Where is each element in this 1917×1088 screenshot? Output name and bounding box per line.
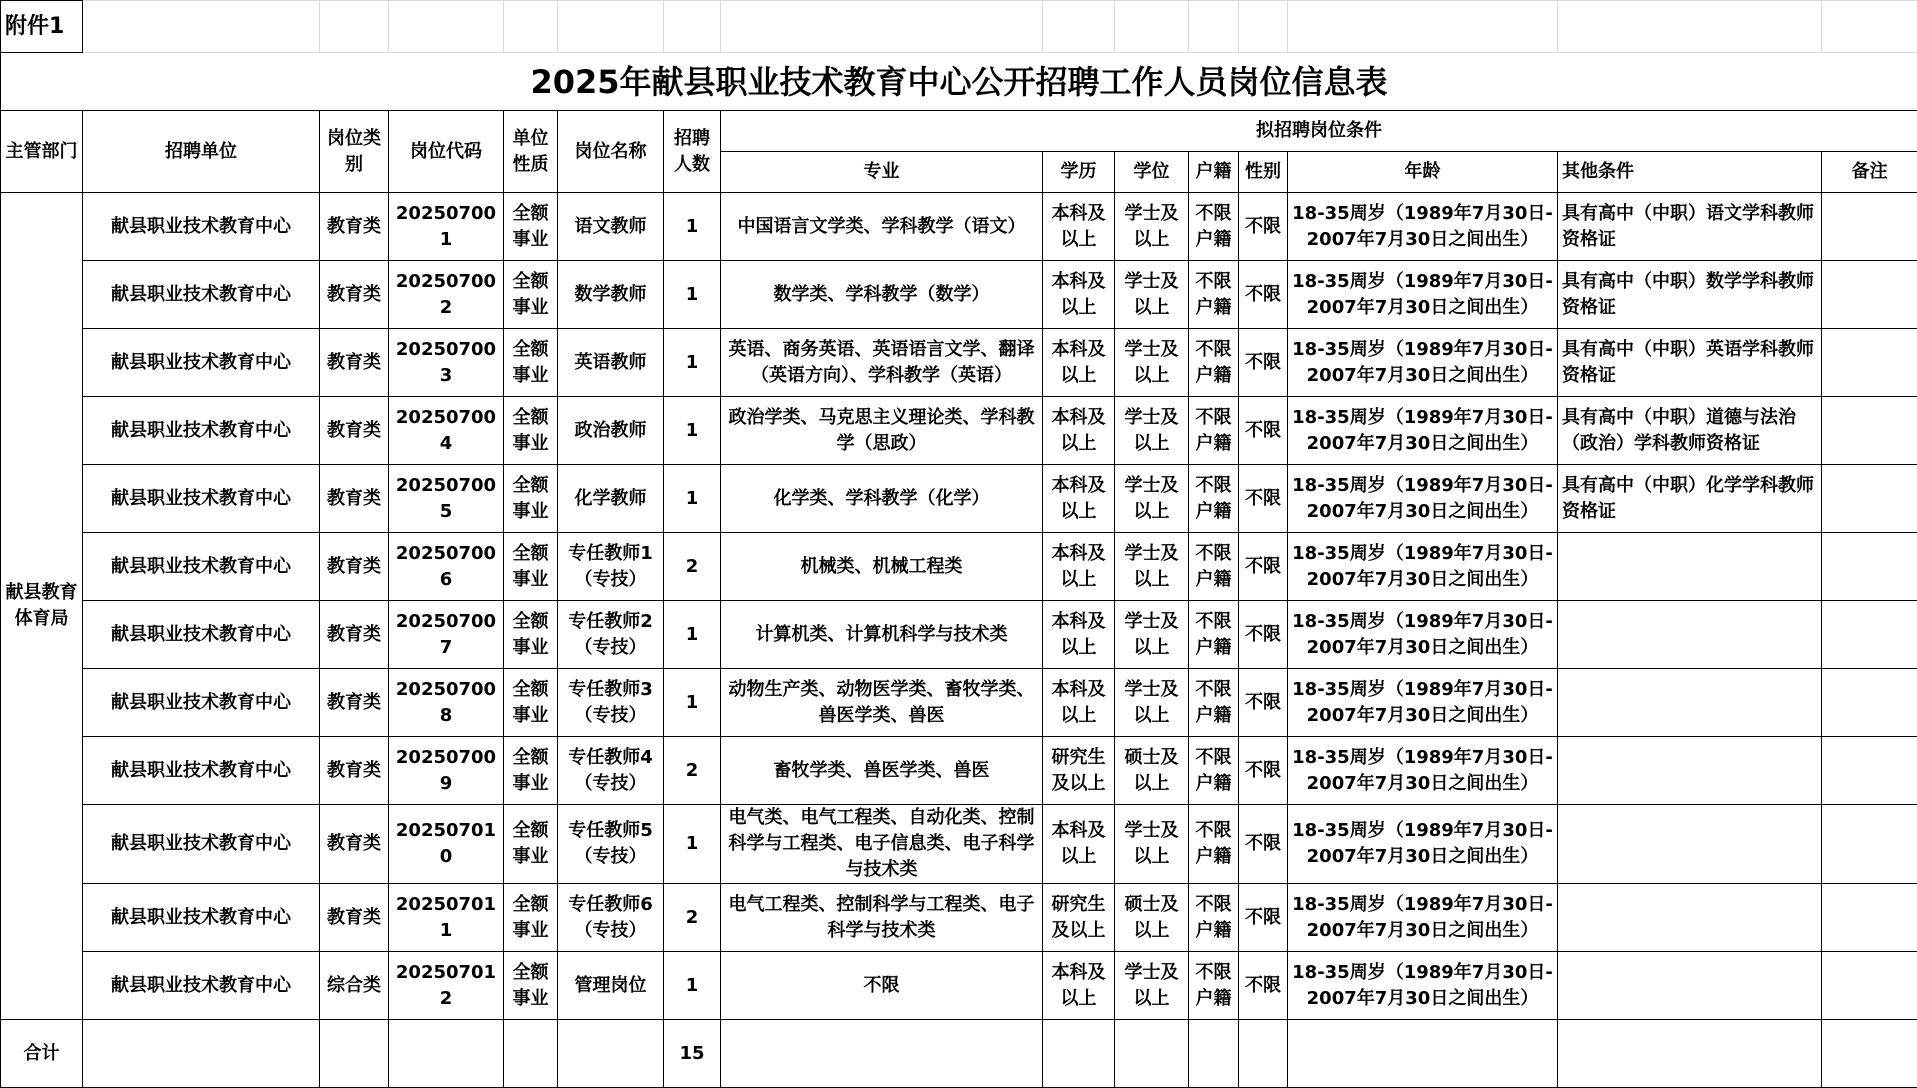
cell-education: 本科及以上 bbox=[1043, 193, 1115, 261]
cell-count: 1 bbox=[664, 397, 721, 465]
cell-other bbox=[1558, 884, 1822, 952]
cell-other bbox=[1558, 533, 1822, 601]
cell-major: 畜牧学类、兽医学类、兽医 bbox=[721, 737, 1043, 805]
cell-position: 专任教师6（专技） bbox=[558, 884, 664, 952]
cell-code: 202507006 bbox=[389, 533, 504, 601]
cell-remark bbox=[1822, 261, 1917, 329]
cell-education: 研究生及以上 bbox=[1043, 737, 1115, 805]
cell-nature: 全额事业 bbox=[504, 193, 558, 261]
cell-count: 2 bbox=[664, 884, 721, 952]
cell-code: 202507010 bbox=[389, 805, 504, 884]
total-empty-cell bbox=[1239, 1020, 1288, 1088]
cell-degree: 学士及以上 bbox=[1115, 193, 1189, 261]
header-row-1 bbox=[1, 111, 1917, 152]
header-age: 年龄 bbox=[1288, 152, 1558, 193]
cell-code: 202507012 bbox=[389, 952, 504, 1020]
cell-remark bbox=[1822, 601, 1917, 669]
cell-education: 本科及以上 bbox=[1043, 465, 1115, 533]
header-position: 岗位名称 bbox=[558, 111, 664, 193]
table-row bbox=[1, 329, 1917, 397]
cell-nature: 全额事业 bbox=[504, 261, 558, 329]
total-empty-cell bbox=[1288, 1020, 1558, 1088]
cell-hukou: 不限户籍 bbox=[1189, 669, 1239, 737]
cell-gender: 不限 bbox=[1239, 397, 1288, 465]
total-empty-cell bbox=[1043, 1020, 1115, 1088]
cell-position: 化学教师 bbox=[558, 465, 664, 533]
cell-unit: 献县职业技术教育中心 bbox=[83, 329, 320, 397]
cell-category: 教育类 bbox=[320, 737, 389, 805]
cell-major: 英语、商务英语、英语语言文学、翻译（英语方向）、学科教学（英语） bbox=[721, 329, 1043, 397]
cell-age: 18-35周岁（1989年7月30日-2007年7月30日之间出生） bbox=[1288, 397, 1558, 465]
total-empty-cell bbox=[558, 1020, 664, 1088]
header-education: 学历 bbox=[1043, 152, 1115, 193]
cell-position: 专任教师3（专技） bbox=[558, 669, 664, 737]
table-row bbox=[1, 884, 1917, 952]
cell-degree: 学士及以上 bbox=[1115, 465, 1189, 533]
cell-age: 18-35周岁（1989年7月30日-2007年7月30日之间出生） bbox=[1288, 329, 1558, 397]
cell-age: 18-35周岁（1989年7月30日-2007年7月30日之间出生） bbox=[1288, 261, 1558, 329]
cell-remark bbox=[1822, 952, 1917, 1020]
header-category: 岗位类别 bbox=[320, 111, 389, 193]
header-hukou: 户籍 bbox=[1189, 152, 1239, 193]
cell-category: 教育类 bbox=[320, 329, 389, 397]
cell-education: 本科及以上 bbox=[1043, 261, 1115, 329]
cell-remark bbox=[1822, 737, 1917, 805]
cell-major: 电气类、电气工程类、自动化类、控制科学与工程类、电子信息类、电子科学与技术类 bbox=[721, 805, 1043, 884]
cell-hukou: 不限户籍 bbox=[1189, 952, 1239, 1020]
table-row bbox=[1, 737, 1917, 805]
cell-position: 语文教师 bbox=[558, 193, 664, 261]
attachment-row bbox=[1, 1, 1917, 53]
cell-degree: 学士及以上 bbox=[1115, 952, 1189, 1020]
cell-age: 18-35周岁（1989年7月30日-2007年7月30日之间出生） bbox=[1288, 465, 1558, 533]
attachment-label: 附件1 bbox=[1, 1, 83, 53]
cell-education: 研究生及以上 bbox=[1043, 884, 1115, 952]
cell-unit: 献县职业技术教育中心 bbox=[83, 601, 320, 669]
cell-hukou: 不限户籍 bbox=[1189, 261, 1239, 329]
total-empty-cell bbox=[721, 1020, 1043, 1088]
cell-other: 具有高中（中职）语文学科教师资格证 bbox=[1558, 193, 1822, 261]
cell-degree: 学士及以上 bbox=[1115, 533, 1189, 601]
cell-unit: 献县职业技术教育中心 bbox=[83, 884, 320, 952]
cell-count: 1 bbox=[664, 465, 721, 533]
cell-hukou: 不限户籍 bbox=[1189, 737, 1239, 805]
cell-education: 本科及以上 bbox=[1043, 601, 1115, 669]
cell-hukou: 不限户籍 bbox=[1189, 601, 1239, 669]
cell-degree: 硕士及以上 bbox=[1115, 737, 1189, 805]
cell-unit: 献县职业技术教育中心 bbox=[83, 805, 320, 884]
cell-remark bbox=[1822, 193, 1917, 261]
table-row bbox=[1, 397, 1917, 465]
cell-nature: 全额事业 bbox=[504, 805, 558, 884]
cell-position: 政治教师 bbox=[558, 397, 664, 465]
header-nature: 单位性质 bbox=[504, 111, 558, 193]
total-empty-cell bbox=[1189, 1020, 1239, 1088]
table-row bbox=[1, 261, 1917, 329]
cell-gender: 不限 bbox=[1239, 533, 1288, 601]
table-row bbox=[1, 669, 1917, 737]
cell-gender: 不限 bbox=[1239, 737, 1288, 805]
header-major: 专业 bbox=[721, 152, 1043, 193]
cell-count: 1 bbox=[664, 193, 721, 261]
cell-unit: 献县职业技术教育中心 bbox=[83, 193, 320, 261]
cell-count: 2 bbox=[664, 533, 721, 601]
cell-unit: 献县职业技术教育中心 bbox=[83, 397, 320, 465]
cell-count: 2 bbox=[664, 737, 721, 805]
cell-remark bbox=[1822, 884, 1917, 952]
cell-category: 教育类 bbox=[320, 805, 389, 884]
cell-category: 教育类 bbox=[320, 465, 389, 533]
cell-position: 专任教师1（专技） bbox=[558, 533, 664, 601]
total-empty-cell bbox=[1558, 1020, 1822, 1088]
cell-remark bbox=[1822, 669, 1917, 737]
cell-remark bbox=[1822, 533, 1917, 601]
dept-cell: 献县教育体育局 bbox=[1, 193, 83, 1020]
cell-degree: 学士及以上 bbox=[1115, 329, 1189, 397]
cell-education: 本科及以上 bbox=[1043, 805, 1115, 884]
cell-major: 电气工程类、控制科学与工程类、电子科学与技术类 bbox=[721, 884, 1043, 952]
cell-major: 数学类、学科教学（数学） bbox=[721, 261, 1043, 329]
header-unit: 招聘单位 bbox=[83, 111, 320, 193]
cell-gender: 不限 bbox=[1239, 884, 1288, 952]
cell-unit: 献县职业技术教育中心 bbox=[83, 952, 320, 1020]
cell-other: 具有高中（中职）道德与法治（政治）学科教师资格证 bbox=[1558, 397, 1822, 465]
cell-major: 中国语言文学类、学科教学（语文） bbox=[721, 193, 1043, 261]
cell-category: 教育类 bbox=[320, 193, 389, 261]
cell-category: 教育类 bbox=[320, 601, 389, 669]
cell-code: 202507005 bbox=[389, 465, 504, 533]
cell-unit: 献县职业技术教育中心 bbox=[83, 737, 320, 805]
cell-education: 本科及以上 bbox=[1043, 533, 1115, 601]
cell-count: 1 bbox=[664, 329, 721, 397]
cell-nature: 全额事业 bbox=[504, 952, 558, 1020]
cell-education: 本科及以上 bbox=[1043, 397, 1115, 465]
table-row bbox=[1, 465, 1917, 533]
cell-count: 1 bbox=[664, 805, 721, 884]
cell-hukou: 不限户籍 bbox=[1189, 805, 1239, 884]
cell-code: 202507011 bbox=[389, 884, 504, 952]
cell-major: 不限 bbox=[721, 952, 1043, 1020]
cell-code: 202507001 bbox=[389, 193, 504, 261]
cell-remark bbox=[1822, 397, 1917, 465]
cell-major: 政治学类、马克思主义理论类、学科教学（思政） bbox=[721, 397, 1043, 465]
cell-hukou: 不限户籍 bbox=[1189, 533, 1239, 601]
cell-gender: 不限 bbox=[1239, 805, 1288, 884]
cell-gender: 不限 bbox=[1239, 329, 1288, 397]
total-row bbox=[1, 1020, 1917, 1088]
cell-code: 202507008 bbox=[389, 669, 504, 737]
cell-nature: 全额事业 bbox=[504, 737, 558, 805]
cell-degree: 学士及以上 bbox=[1115, 669, 1189, 737]
header-dept: 主管部门 bbox=[1, 111, 83, 193]
cell-major: 化学类、学科教学（化学） bbox=[721, 465, 1043, 533]
cell-count: 1 bbox=[664, 952, 721, 1020]
cell-age: 18-35周岁（1989年7月30日-2007年7月30日之间出生） bbox=[1288, 533, 1558, 601]
cell-code: 202507003 bbox=[389, 329, 504, 397]
cell-hukou: 不限户籍 bbox=[1189, 193, 1239, 261]
cell-position: 英语教师 bbox=[558, 329, 664, 397]
cell-category: 教育类 bbox=[320, 533, 389, 601]
header-remark: 备注 bbox=[1822, 152, 1917, 193]
table-row bbox=[1, 193, 1917, 261]
cell-category: 教育类 bbox=[320, 884, 389, 952]
cell-nature: 全额事业 bbox=[504, 329, 558, 397]
cell-position: 管理岗位 bbox=[558, 952, 664, 1020]
cell-age: 18-35周岁（1989年7月30日-2007年7月30日之间出生） bbox=[1288, 193, 1558, 261]
cell-age: 18-35周岁（1989年7月30日-2007年7月30日之间出生） bbox=[1288, 952, 1558, 1020]
cell-degree: 硕士及以上 bbox=[1115, 884, 1189, 952]
cell-code: 202507007 bbox=[389, 601, 504, 669]
cell-nature: 全额事业 bbox=[504, 601, 558, 669]
total-empty-cell bbox=[504, 1020, 558, 1088]
cell-age: 18-35周岁（1989年7月30日-2007年7月30日之间出生） bbox=[1288, 884, 1558, 952]
cell-gender: 不限 bbox=[1239, 193, 1288, 261]
cell-hukou: 不限户籍 bbox=[1189, 884, 1239, 952]
cell-gender: 不限 bbox=[1239, 669, 1288, 737]
cell-position: 专任教师2（专技） bbox=[558, 601, 664, 669]
cell-major: 计算机类、计算机科学与技术类 bbox=[721, 601, 1043, 669]
cell-unit: 献县职业技术教育中心 bbox=[83, 261, 320, 329]
cell-remark bbox=[1822, 805, 1917, 884]
table-row bbox=[1, 805, 1917, 884]
cell-age: 18-35周岁（1989年7月30日-2007年7月30日之间出生） bbox=[1288, 805, 1558, 884]
cell-nature: 全额事业 bbox=[504, 397, 558, 465]
page-title: 2025年献县职业技术教育中心公开招聘工作人员岗位信息表 bbox=[1, 53, 1917, 111]
table-row bbox=[1, 533, 1917, 601]
cell-nature: 全额事业 bbox=[504, 669, 558, 737]
cell-degree: 学士及以上 bbox=[1115, 601, 1189, 669]
header-conditions-group: 拟招聘岗位条件 bbox=[721, 111, 1917, 152]
cell-position: 专任教师5（专技） bbox=[558, 805, 664, 884]
cell-education: 本科及以上 bbox=[1043, 329, 1115, 397]
cell-count: 1 bbox=[664, 601, 721, 669]
cell-other bbox=[1558, 601, 1822, 669]
header-code: 岗位代码 bbox=[389, 111, 504, 193]
cell-hukou: 不限户籍 bbox=[1189, 329, 1239, 397]
total-label: 合计 bbox=[1, 1020, 83, 1088]
cell-position: 专任教师4（专技） bbox=[558, 737, 664, 805]
cell-other: 具有高中（中职）数学学科教师资格证 bbox=[1558, 261, 1822, 329]
header-degree: 学位 bbox=[1115, 152, 1189, 193]
cell-count: 1 bbox=[664, 261, 721, 329]
cell-nature: 全额事业 bbox=[504, 533, 558, 601]
cell-major: 机械类、机械工程类 bbox=[721, 533, 1043, 601]
header-gender: 性别 bbox=[1239, 152, 1288, 193]
cell-gender: 不限 bbox=[1239, 465, 1288, 533]
cell-remark bbox=[1822, 465, 1917, 533]
cell-age: 18-35周岁（1989年7月30日-2007年7月30日之间出生） bbox=[1288, 601, 1558, 669]
cell-major: 动物生产类、动物医学类、畜牧学类、兽医学类、兽医 bbox=[721, 669, 1043, 737]
cell-degree: 学士及以上 bbox=[1115, 261, 1189, 329]
total-empty-cell bbox=[1822, 1020, 1917, 1088]
cell-hukou: 不限户籍 bbox=[1189, 397, 1239, 465]
cell-code: 202507004 bbox=[389, 397, 504, 465]
total-empty-cell bbox=[83, 1020, 320, 1088]
cell-other bbox=[1558, 805, 1822, 884]
cell-gender: 不限 bbox=[1239, 601, 1288, 669]
cell-remark bbox=[1822, 329, 1917, 397]
cell-category: 教育类 bbox=[320, 669, 389, 737]
table-row bbox=[1, 601, 1917, 669]
cell-unit: 献县职业技术教育中心 bbox=[83, 669, 320, 737]
cell-other bbox=[1558, 952, 1822, 1020]
total-empty-cell bbox=[389, 1020, 504, 1088]
cell-age: 18-35周岁（1989年7月30日-2007年7月30日之间出生） bbox=[1288, 737, 1558, 805]
title-row bbox=[1, 53, 1917, 111]
header-other: 其他条件 bbox=[1558, 152, 1822, 193]
cell-nature: 全额事业 bbox=[504, 465, 558, 533]
cell-position: 数学教师 bbox=[558, 261, 664, 329]
cell-other: 具有高中（中职）化学学科教师资格证 bbox=[1558, 465, 1822, 533]
cell-other bbox=[1558, 669, 1822, 737]
total-empty-cell bbox=[1115, 1020, 1189, 1088]
cell-gender: 不限 bbox=[1239, 952, 1288, 1020]
cell-category: 教育类 bbox=[320, 261, 389, 329]
cell-unit: 献县职业技术教育中心 bbox=[83, 533, 320, 601]
cell-degree: 学士及以上 bbox=[1115, 805, 1189, 884]
cell-unit: 献县职业技术教育中心 bbox=[83, 465, 320, 533]
table-row bbox=[1, 952, 1917, 1020]
cell-gender: 不限 bbox=[1239, 261, 1288, 329]
cell-other bbox=[1558, 737, 1822, 805]
total-empty-cell bbox=[320, 1020, 389, 1088]
cell-education: 本科及以上 bbox=[1043, 952, 1115, 1020]
cell-degree: 学士及以上 bbox=[1115, 397, 1189, 465]
cell-age: 18-35周岁（1989年7月30日-2007年7月30日之间出生） bbox=[1288, 669, 1558, 737]
cell-education: 本科及以上 bbox=[1043, 669, 1115, 737]
cell-count: 1 bbox=[664, 669, 721, 737]
cell-hukou: 不限户籍 bbox=[1189, 465, 1239, 533]
total-count: 15 bbox=[664, 1020, 721, 1088]
cell-category: 综合类 bbox=[320, 952, 389, 1020]
cell-code: 202507002 bbox=[389, 261, 504, 329]
cell-nature: 全额事业 bbox=[504, 884, 558, 952]
cell-other: 具有高中（中职）英语学科教师资格证 bbox=[1558, 329, 1822, 397]
cell-category: 教育类 bbox=[320, 397, 389, 465]
header-count: 招聘人数 bbox=[664, 111, 721, 193]
cell-code: 202507009 bbox=[389, 737, 504, 805]
